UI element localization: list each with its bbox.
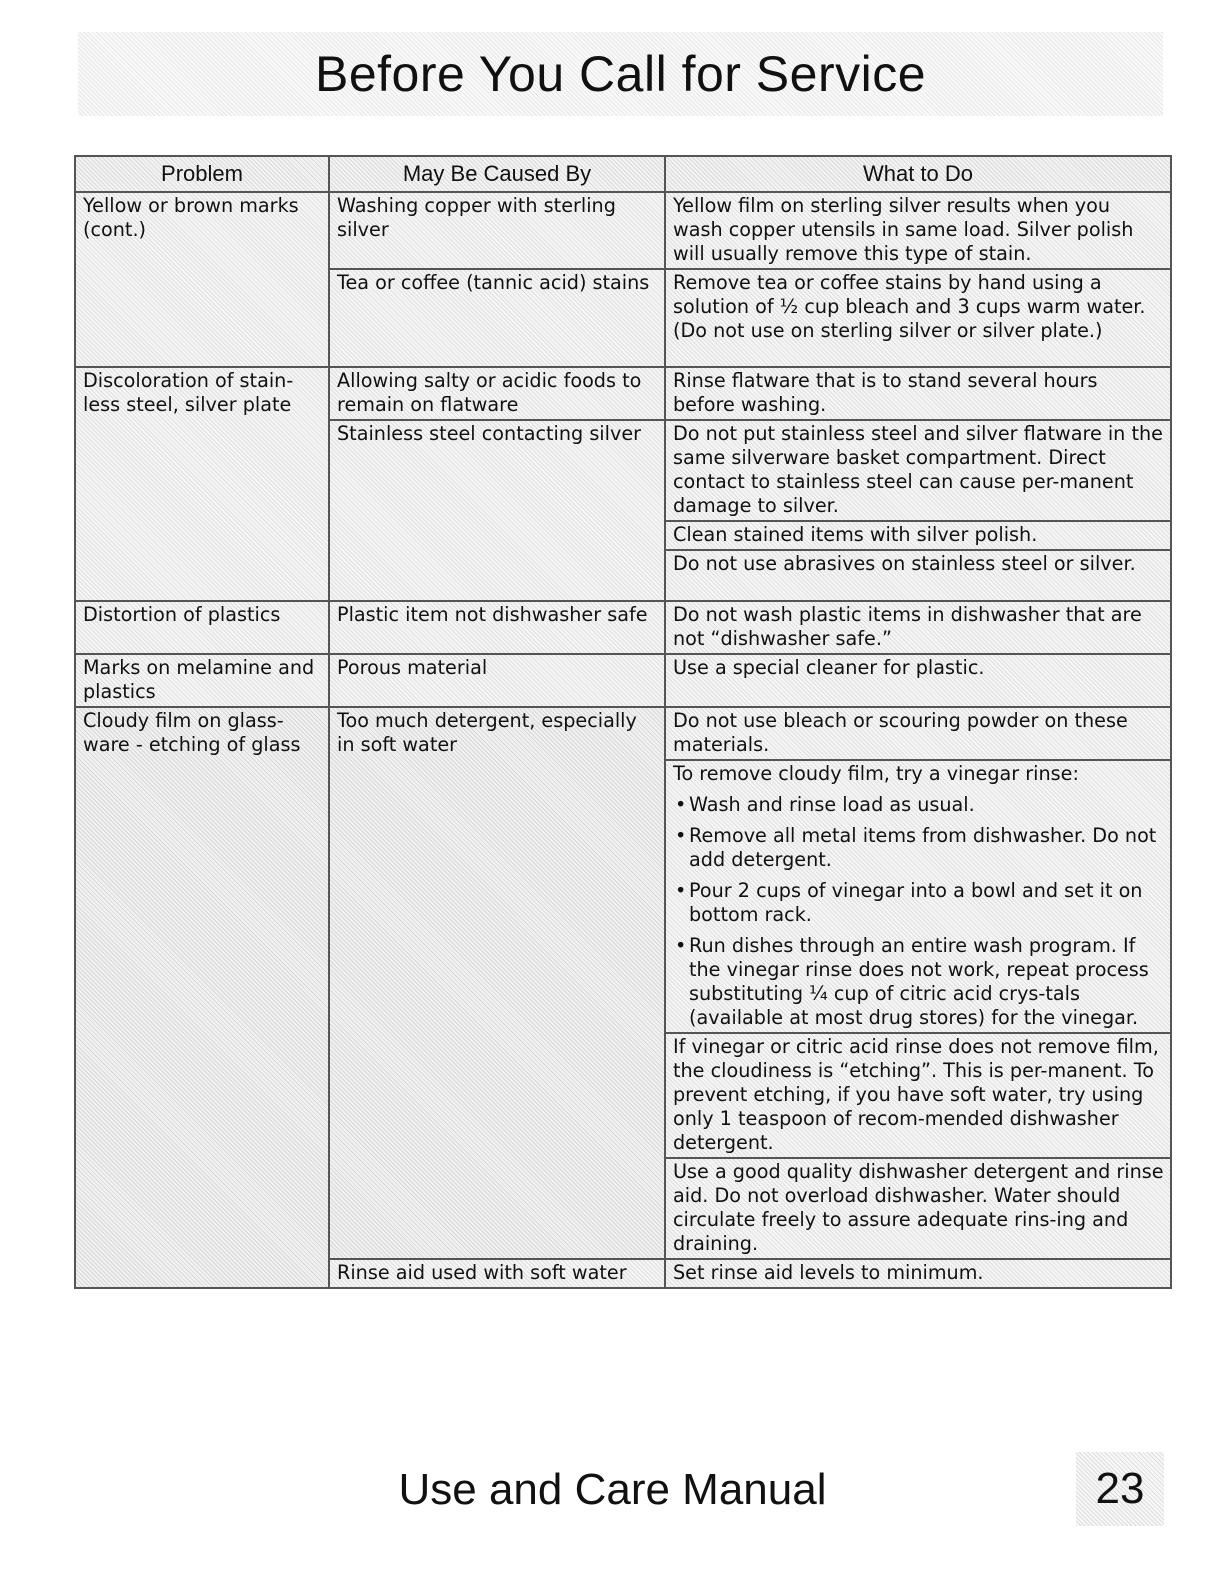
vinegar-steps: [673, 793, 1164, 1030]
manual-title: Use and Care Manual: [398, 1465, 827, 1514]
page-title: Before You Call for Service: [314, 46, 927, 102]
action-cell: [665, 760, 1171, 1033]
list-item: • Remove all metal items from dishwasher. Do not add detergent.: [673, 824, 1164, 872]
header-action: What to Do: [665, 156, 1171, 192]
action-cell: Use a good quality dishwasher detergent and rinse aid. Do not overload dishwasher. Water should circulate freely to assure adequate rins-ing and draining.: [665, 1158, 1171, 1259]
cause-cell: Porous material: [329, 654, 665, 707]
list-item: • Wash and rinse load as usual.: [673, 793, 1164, 817]
action-cell: Do not wash plastic items in dishwasher that are not “dishwasher safe.”: [665, 601, 1171, 654]
cause-cell: Tea or coffee (tannic acid) stains: [329, 269, 665, 367]
cause-cell: Rinse aid used with soft water: [329, 1259, 665, 1288]
cause-cell: Stainless steel contacting silver: [329, 420, 665, 601]
cause-cell: Washing copper with sterling silver: [329, 192, 665, 269]
action-cell: Do not put stainless steel and silver flatware in the same silverware basket compartment. Direct contact to stainless steel can cause per-manent damage to silver.: [665, 420, 1171, 521]
table-row: [75, 601, 1171, 654]
vinegar-intro: To remove cloudy film, try a vinegar rinse:: [673, 762, 1079, 785]
action-cell: Do not use abrasives on stainless steel or silver.: [665, 550, 1171, 601]
page-number: 23: [1076, 1452, 1164, 1526]
action-cell: Do not use bleach or scouring powder on these materials.: [665, 707, 1171, 760]
cause-cell: Too much detergent, especially in soft water: [329, 707, 665, 1259]
action-cell: Yellow film on sterling silver results when you wash copper utensils in same load. Silver polish will usually remove this type of stain.: [665, 192, 1171, 269]
header-problem: Problem: [75, 156, 329, 192]
title-band: [78, 32, 1163, 116]
header-cause: May Be Caused By: [329, 156, 665, 192]
list-item: • Pour 2 cups of vinegar into a bowl and set it on bottom rack.: [673, 879, 1164, 927]
problem-cell: Cloudy film on glass-ware - etching of glass: [75, 707, 329, 1288]
action-cell: Set rinse aid levels to minimum.: [665, 1259, 1171, 1288]
problem-cell: Marks on melamine and plastics: [75, 654, 329, 707]
action-cell: Use a special cleaner for plastic.: [665, 654, 1171, 707]
problem-cell: Discoloration of stain-less steel, silver plate: [75, 367, 329, 601]
table-row: [75, 707, 1171, 760]
table-row: [75, 654, 1171, 707]
table-row: [75, 192, 1171, 269]
cause-cell: Allowing salty or acidic foods to remain on flatware: [329, 367, 665, 420]
cause-cell: Plastic item not dishwasher safe: [329, 601, 665, 654]
table-header-row: [75, 156, 1171, 192]
list-item: • Run dishes through an entire wash program. If the vinegar rinse does not work, repeat process substituting ¼ cup of citric acid crys-tals (available at most drug stores) for the vinegar.: [673, 934, 1164, 1030]
table-row: [75, 367, 1171, 420]
problem-cell: Yellow or brown marks (cont.): [75, 192, 329, 367]
action-cell: Rinse flatware that is to stand several hours before washing.: [665, 367, 1171, 420]
action-cell: Remove tea or coffee stains by hand using a solution of ½ cup bleach and 3 cups warm water. (Do not use on sterling silver or silver plate.): [665, 269, 1171, 367]
problem-cell: Distortion of plastics: [75, 601, 329, 654]
action-cell: If vinegar or citric acid rinse does not remove film, the cloudiness is “etching”. This is per-manent. To prevent etching, if you have soft water, try using only 1 teaspoon of recom-mended dishwasher detergent.: [665, 1033, 1171, 1158]
action-cell: Clean stained items with silver polish.: [665, 521, 1171, 550]
troubleshooting-table: [74, 155, 1172, 1289]
